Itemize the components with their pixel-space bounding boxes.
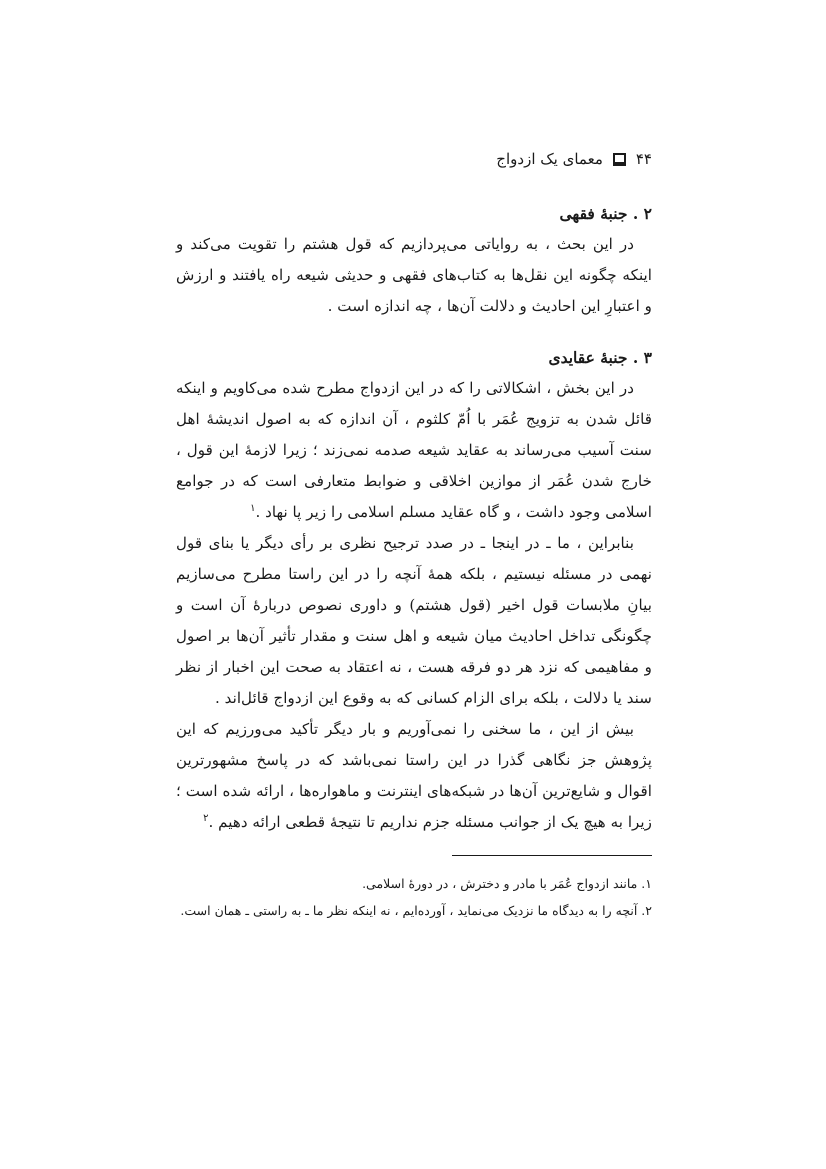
main-text xyxy=(176,198,652,838)
paragraph-text: بنابراین ، ما ـ در اینجا ـ در صدد ترجیح نظری بر رأی دیگر یا بنای قول نهمی در مسئله نیستیم ، بلکه همهٔ آنچه را در این راستا مطرح می‌سازیم بیانِ ملابسات قول اخیر (قول هشتم) و داوری نصوص دربارهٔ آن است و چگونگی تداخل احادیث میان شیعه و اهل سنت و مقدار تأثیر آن‌ها بر اصول و مفاهیمی که نزد هر دو فرقه هست ، نه اعتقاد به صحت این اخبار از نظر سند یا دلالت ، بلکه برای الزام کسانی که به وقوع این ازدواج قائل‌اند . xyxy=(176,534,652,707)
footnote-marker: ۱ xyxy=(250,502,256,514)
page-number: ۴۴ xyxy=(635,150,652,168)
footnotes xyxy=(152,870,652,924)
section-heading: ۲ . جنبهٔ فقهی xyxy=(559,204,652,223)
square-ornament-icon xyxy=(613,153,626,166)
book-title: معمای یک ازدواج xyxy=(496,150,603,168)
footnote: ۲. آنچه را به دیدگاه ما نزدیک می‌نماید ، آورده‌ایم ، نه اینکه نظر ما ـ به راستی ـ همان است. xyxy=(180,903,652,918)
footnote: ۱. مانند ازدواج عُمَر با مادر و دخترش ، در دورهٔ اسلامی. xyxy=(362,876,652,891)
paragraph: در این بحث ، به روایاتی می‌پردازیم که قول هشتم را تقویت می‌کند و اینکه چگونه این نقل‌ها به کتاب‌های فقهی و حدیثی شیعه راه یافتند و ارزش و اعتبارِ این احادیث و دلالت آن‌ها ، چه اندازه است . xyxy=(176,235,652,315)
paragraph xyxy=(176,373,652,528)
footnote-divider xyxy=(452,855,652,856)
running-header xyxy=(496,150,652,168)
footnote-marker: ۲ xyxy=(203,812,209,824)
section-heading: ۳ . جنبهٔ عقایدی xyxy=(548,348,652,367)
paragraph xyxy=(176,528,652,714)
paragraph-text: بیش از این ، ما سخنی را نمی‌آوریم و بار دیگر تأکید می‌ورزیم که این پژوهش جز نگاهی گذرا در این راستا نمی‌باشد که در پاسخ مشهورترین اقوال و شایع‌ترین آن‌ها در شبکه‌های اینترنت و ماهواره‌ها ، ارائه شده است ؛ زیرا به هیچ یک از جوانب مسئله جزم نداریم تا نتیجهٔ قطعی ارائه دهیم . xyxy=(176,720,652,831)
paragraph-text: در این بخش ، اشکالاتی را که در این ازدواج مطرح شده می‌کاویم و اینکه قائل شدن به تزویج عُمَر با اُمّ کلثوم ، آن اندازه که به اصول اندیشهٔ اهل سنت آسیب می‌رساند به عقاید شیعه صدمه نمی‌زند ؛ زیرا لازمهٔ این قول ، خارج شدن عُمَر از موازین اخلاقی و ضوابط متعارفی است که در جوامع اسلامی وجود داشت ، و گاه عقاید مسلم اسلامی را زیر پا نهاد . xyxy=(176,379,652,521)
paragraph xyxy=(176,714,652,838)
